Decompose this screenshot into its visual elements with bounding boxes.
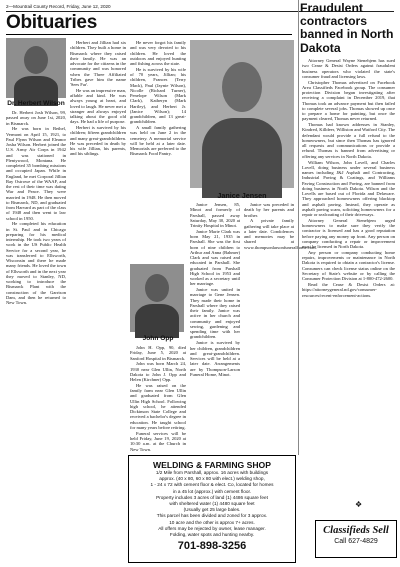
paragraph: He never forgot his family and was very devoted to his children. He loved the outdoors and enjoyed hunting and fishing across the state. <box>130 40 186 66</box>
paragraph: Funeral services will be held Friday, June 19, 2020 at 10:30 a.m. at the Church in New Town. <box>130 430 186 452</box>
ad-line: with sheltered water (1) 4480 square feet <box>169 501 255 507</box>
ad-line: Folding, water spots and hunting nearby. <box>169 532 255 538</box>
paragraph: William Wilson, John Lovell, and Charles Lovell, doing business under several business names including J&J Asphalt and Contracting, Industrial Paving & Coatings, and Williams Paving Construction and Paving, are banned from doing business in North Dakota. Wilson and the Lovells are based out of Florida and Delaware. They approached homeowners offering blacktop and asphalt paving. Instead, they operate as asphalt paving scam, soliciting homeowners for a repair or sealcoating of their driveways. <box>302 159 395 218</box>
paragraph: Christopher Thomas advertised on Facebook Area Classifieds Facebook group. The consumer protection Division began investigating after receiving a complaint in December 2019, that Thomas took an advance payment but then failed to complete several jobs. Thomas showed up once to prepare a home for painting, but once the payment cleared, Thomas never returned. <box>302 79 395 122</box>
ad-line: approx. (40 x 80, 60 x 80 with elect.) welding shop, <box>159 476 265 482</box>
ad-title: WELDING & FARMING SHOP <box>129 460 295 470</box>
obituary-column-3 <box>130 40 186 260</box>
ad-line: (Usually get 25 large bales. <box>183 507 241 513</box>
obituary-column-4 <box>130 345 186 451</box>
paragraph: Janice was preceded in death by her parents and brother. <box>244 202 294 218</box>
paragraph: Janice Marie Clark was born May 21, 1935 in Parshall. She was the first born of nine children to Arthur and Anna (Bahmer) Clark and was raised and educated in Parshall. She graduated from Parshall High School in 1953 and worked as a secretary until her marriage. <box>190 228 240 287</box>
janice-jensen-photo <box>190 40 294 188</box>
janice-jensen-caption: Janice Jensen <box>217 191 267 200</box>
paragraph: He was raised on the family farm near Glen Ullin and graduated from Glen Ullin High School. Following high school, he attended Dickinson State College and received a bachelor's degree in education. He taught school for many years before retiring. <box>130 382 186 430</box>
ad-line: 1 - 24 x 72 with cement floor & elect. Co, located for homes <box>150 482 274 488</box>
paragraph: Janice was united in marriage to Gene Jensen. They made their home in Parshall where they raised their family. Janice was active in her church and community and enjoyed sewing, gardening and spending time with her grandchildren. <box>190 287 240 340</box>
section-title: Obituaries <box>6 12 97 33</box>
ad-line: in a 45 lot (approx.) with cement floor. <box>172 488 252 494</box>
ornament-icon: ❖ <box>355 500 363 509</box>
john-opp-photo <box>130 264 184 332</box>
classifieds-phone: Call 627-4829 <box>334 538 378 545</box>
paragraph: A small family gathering was held on June 2 in the cemetery. A memorial service will be held at a later date. Memorials are preferred to the Bismarck Food Pantry. <box>130 125 186 157</box>
side-headline: Fraudulent contractors banned in North Dakota <box>300 1 394 55</box>
ad-phone: 701-898-3256 <box>177 540 247 553</box>
classifieds-title: Classifieds Sell <box>323 525 389 536</box>
paragraph: Herbert and Jillian had six children. They built a home in Bismarck where they raised their family. He was an advocate for the citizens in the community and was honored when the Three Affiliated Tribes gave him the name 'Sees Far'. <box>70 40 126 87</box>
paragraph: He is survived by his wife of 70 years, Jillian; his children, Frances (Terry Mack), Paul (Jaynie Wilson), Nicolle (Richard Turner), Penelope Wilson (Mark Clark), Katheryn (Mark Hartley), and Herbert Jr. (Janice Wilson); 14 grandchildren, and 13 great-grandchildren. <box>130 66 186 125</box>
paragraph: He was born in Bethel, Vermont on April 15, 1921, to Paul Flynn Wilson and Eleanor Josha Wilson. Herbert joined the U.S. Army Air Corps in 1942 and was stationed in Plentywood, Montana. He completed 35 bombing missions and occupied Japan. While in England, he met Corporal Jillian Ray Ostrowe of the WAAF, and the rest of their time was dating War and Peace. They were married in 1948. He then moved to Bismarck, ND, and graduated from Harvard as part of the class of 1948 and then went to law school in 1950. <box>6 126 66 221</box>
obituary-column-5 <box>190 202 240 452</box>
paragraph: A private family gathering will take place at a later date. Condolences and memories may be shared at www.thompsonlarsonfuneralhome.com. <box>244 218 317 250</box>
paragraph: Read the Cease & Desist Orders at: https://attorneygeneral.nd.gov/consumer-resources/recent-enforcement-actions. <box>302 282 395 298</box>
john-opp-caption: John Opp <box>142 335 174 342</box>
herbert-wilson-photo <box>6 38 66 98</box>
ad-line: 1/2 Mile from Parshall, approx. 16 acres with buildings <box>155 470 269 475</box>
ad-line: All offers may be rejected by owner, lease manager. <box>158 525 266 531</box>
paragraph: Herbert is survived by his children; fifteen grandchildren and many great-grandchildren. He was preceded in death by his wife Jillian, his parents, and his siblings. <box>70 125 126 157</box>
classifieds-box <box>315 520 397 558</box>
header-left: 2—Mountrail County Record, Friday, June 12, 2020 <box>6 4 111 9</box>
section-rule <box>6 34 292 35</box>
paragraph: He was an impressive man, affable and kind. He was always young at heart, and loved to laugh. He never met a stranger and always enjoyed talking about the good old days. He had a life of purpose. <box>70 87 126 125</box>
paragraph: Attorney General Wayne Stenehjem has sued two Cease & Desist Orders against fraudulent business operators who violated the state's consumer fraud and licensing laws. <box>302 58 395 79</box>
paragraph: He completed his education in St. Paul and in Chicago preparing for his medical internship. He took two years of work in the US Public Health Service for a second year, he was transferred to Ellsworth, Wisconsin and there he made many friends. He loved the town of Ellsworth and in the next year they moved to Stanley, ND, working to introduce the Bismarck Plant with the construction of the Garrison Dam, and then he returned to New Town. <box>6 221 66 306</box>
ad-line: This parcel has been divided and zoned for 3 approx. <box>156 513 268 519</box>
paragraph: Dr. Herbert Josh Wilson, 99, passed away on June 1st, 2020, in Bismarck. <box>6 110 66 126</box>
obituary-column-1 <box>6 110 66 555</box>
paragraph: John H. Opp, 90, died Friday, June 5, 2020 at Sanford Hospital in Bismarck. <box>130 345 186 361</box>
obituary-column-6 <box>244 202 317 452</box>
ad-line: 10 acre and the other is approx 7+ acres. <box>169 519 255 525</box>
paragraph: John was born March 24, 1930 near Glen Ullin, North Dakota to John J. Opp and Helen (Kirchner) Opp. <box>130 361 186 383</box>
paragraph: Any person or company conducting home repairs, improvements or maintenance in North Dakota is required to obtain a contractor's license. Consumers can check license status online on the Secretary of State's website or by calling the Consumer Protection Division at 1-800-472-2600. <box>302 249 395 282</box>
paragraph: Attorney General Stenehjem urged homeowners to make sure they verify the contractor is licensed and has a good reputation before paying any money up front. Any person on company conducting a repair or improvement must be licensed in North Dakota. <box>302 217 395 250</box>
welding-shop-ad <box>128 455 296 563</box>
side-article-column <box>302 58 395 506</box>
obituary-column-2 <box>70 40 126 555</box>
ad-line: Property includes 3 acres of land (1) 4486 square feet <box>156 494 268 500</box>
paragraph: Janice is survived by her children, grandchildren and great-grandchildren. Services will be held at a later date. Arrangements are by Thompson-Larson Funeral Home, Minot. <box>190 340 240 377</box>
paragraph: Thomas had known addresses in Stanley, Kindred, Killdeer, Williston and Watford City. The defendant would provide a full refund to the homeowners, but since then Thomas has ignored all requests and communications or provide a refund. Thomas is banned from advertising or offering any services in North Dakota. <box>302 122 395 159</box>
side-column-rule <box>298 0 299 455</box>
paragraph: Janice Jensen, 85, Minot and formerly of Parshall, passed away Saturday, May 30, 2020 at Trinity Hospital in Minot. <box>190 202 240 228</box>
herbert-wilson-caption: Dr. Herbert Wilson <box>7 100 65 107</box>
